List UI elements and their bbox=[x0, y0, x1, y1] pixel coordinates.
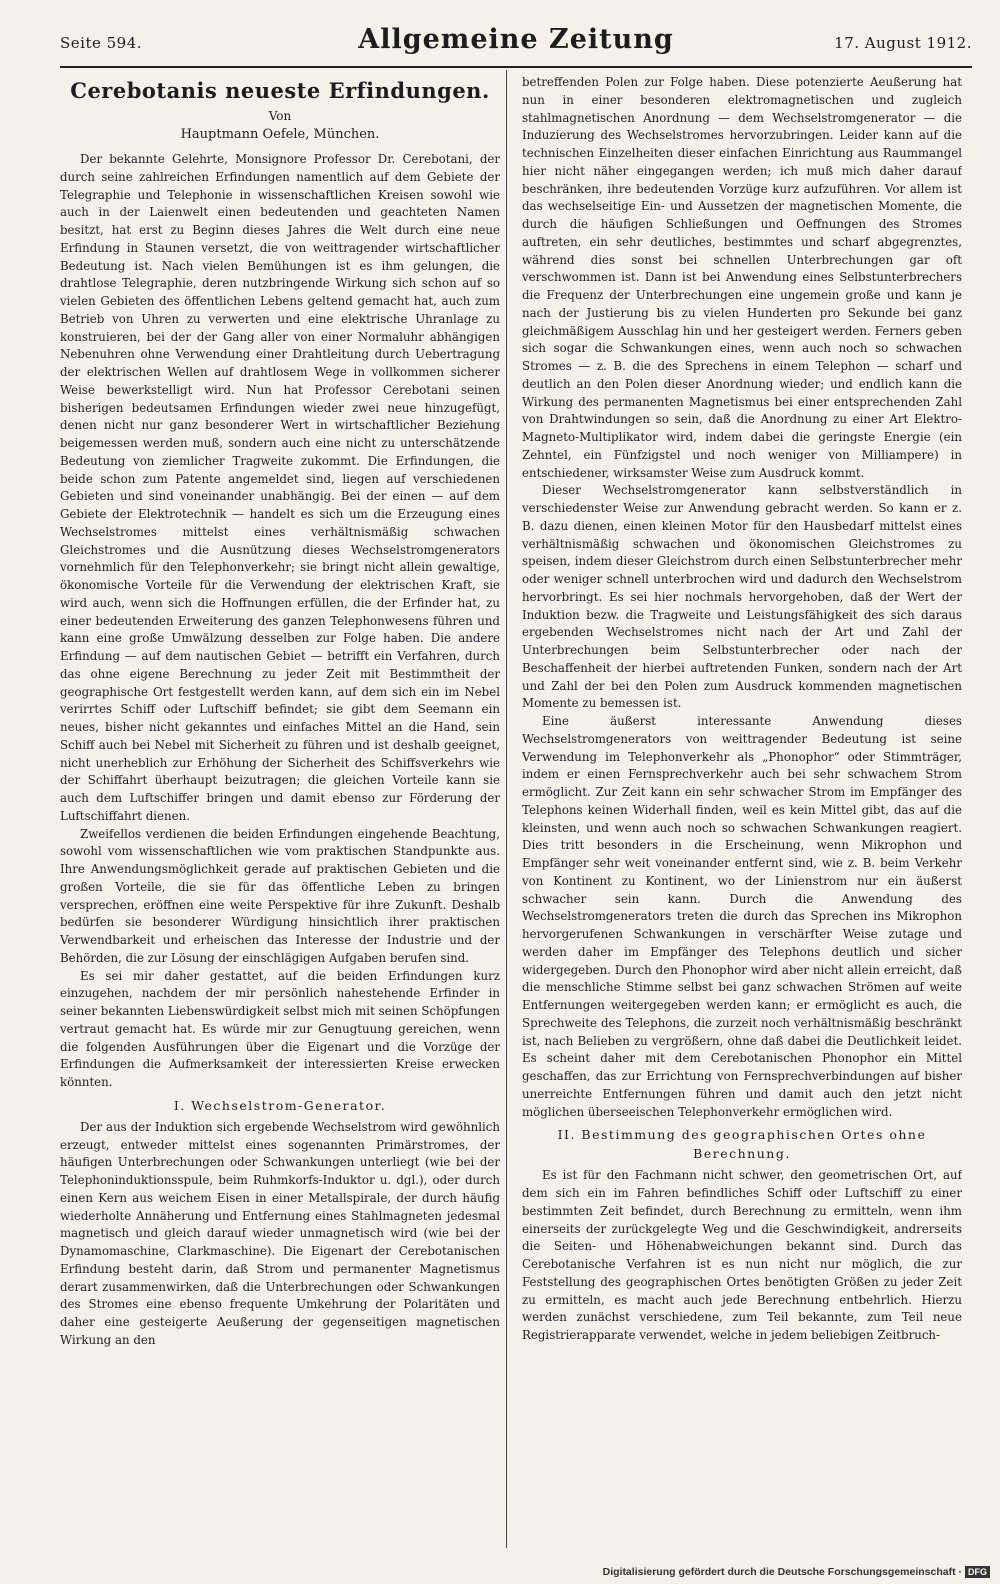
paragraph: betreffenden Polen zur Folge haben. Diese potenzierte Aeußerung hat nun in einer besonderen elektromagnetischen und zugleich stahlmagnetischen Anordnung — dem Wechselstromgenerator — die Induzierung des Wechselstromes hervorzubringen. Leider kann auf die technischen Einzelheiten dieser einfachen Einrichtung aus Raummangel hier nicht näher eingegangen werden; ich muß mich daher darauf beschränken, ihre bedeutenden Vorzüge kurz aufzuführen. Vor allem ist das wechselseitige Ein- und Aussetzen der magnetischen Momente, die durch die häufigen Schließungen und Oeffnungen des Stromes auftreten, ein sehr deutliches, bestimmtes und scharf abgegrenztes, während dies sonst bei schnellen Unterbrechungen gar oft verschwommen ist. Dann ist bei Anwendung eines Selbstunterbrechers die Frequenz der Unterbrechungen eine ungemein große und kann je nach der Justierung bis zu vielen Hunderten pro Sekunde bei ganz gleichmäßigem Ausschlag hin und her gesteigert werden. Ferners geben sich sogar die Schwankungen eines, wenn auch noch so schwachen Stromes — z. B. die des Sprechens in einem Telephon — scharf und deutlich an den Polen dieser Anordnung wieder; und endlich kann die Wirkung des permanenten Magnetismus bei einer entsprechenden Zahl von Drahtwindungen so sein, daß die Anordnung zu einer Art Elektro-Magneto-Multiplikator wird, indem dabei die geringste Energie (ein Zehntel, ein Fünfzigstel und noch weniger von Milliampere) in entschiedener, wirksamster Weise zum Ausdruck kommt. bbox=[522, 75, 962, 480]
right-column bbox=[522, 74, 962, 1544]
paragraph: Es ist für den Fachmann nicht schwer, den geometrischen Ort, auf dem sich ein im Fahren befindliches Schiff oder Luftschiff zu einer bestimmten Zeit befindet, durch Berechnung zu ermitteln, wenn ihm einerseits der zurückgelegte Weg und die Geschwindigkeit, andrerseits die Seiten- und Höhenabweichungen bekannt sind. Durch das Cerebotanische Verfahren ist es nun nicht nur möglich, die zur Feststellung des geographischen Ortes benötigten Größen zu jeder Zeit zu ermitteln, es macht auch jede Berechnung entbehrlich. Hierzu werden zunächst verschiedene, zum Teil bekannte, zum Teil neue Registrierapparate verwendet, welche in jedem beliebigen Zeitbruch- bbox=[522, 1168, 962, 1342]
newspaper-title: Allgemeine Zeitung bbox=[358, 24, 674, 55]
dfg-logo: DFG bbox=[965, 1566, 990, 1578]
digitization-footer bbox=[603, 1566, 990, 1578]
article-title: Cerebotanis neueste Erfindungen. bbox=[70, 78, 490, 103]
section-heading: I. Wechselstrom-Generator. bbox=[173, 1097, 387, 1113]
left-column bbox=[60, 74, 500, 1544]
paragraph: Der bekannte Gelehrte, Monsignore Professor Dr. Cerebotani, der durch seine zahlreichen Erfindungen namentlich auf dem Gebiete der Telegraphie und Telephonie in wissenschaftlichen Kreisen sowohl wie auch in der Laienwelt einen bedeutenden und geachteten Namen besitzt, hat erst zu Beginn dieses Jahres die Welt durch eine neue Erfindung in Staunen versetzt, die von weittragender wirtschaftlicher Bedeutung ist. Nach vielen Bemühungen ist es ihm gelungen, die drahtlose Telegraphie, deren nutzbringende Wirkung sich schon auf so vielen Gebieten des öffentlichen Lebens geltend gemacht hat, auch zum Betrieb von Uhren zu verwerten und eine elektrische Uhranlage zu konstruieren, bei der der Gang aller von einer Normaluhr abhängigen Nebenuhren ohne Verwendung einer Drahtleitung durch Uebertragung der elektrischen Wellen auf drahtlosem Wege in vollkommen sicherer Weise bewerkstelligt wird. Nun hat Professor Cerebotani seinen bisherigen bedeutsamen Erfindungen wieder zwei neue hinzugefügt, denen nicht nur ganz besonderer Wert in wirtschaftlicher Beziehung beigemessen werden muß, sondern auch eine nicht zu unterschätzende Bedeutung von ziemlicher Tragweite zukommt. Die Erfindungen, die beide schon zum Patente angemeldet sind, liegen auf verschiedenen Gebieten und sind voneinander unabhängig. Bei der einen — auf dem Gebiete der Elektrotechnik — handelt es sich um die Erzeugung eines Wechselstromes mittelst eines verhältnismäßig schwachen Gleichstromes und die Ausnützung dieses Wechselstromgenerators vornehmlich für den Telephonverkehr; sie bringt nicht allein gewaltige, ökonomische Vorteile für die Verwendung der elektrischen Kraft, sie wird auch, wenn sich die Hoffnungen erfüllen, die der Erfinder hat, zu einer bedeutenden Erweiterung des ganzen Telephonwesens führen und kann eine große Umwälzung desselben zur Folge haben. Die andere Erfindung — auf dem nautischen Gebiet — betrifft ein Verfahren, durch das ohne eigene Berechnung zu jeder Zeit mit Bestimmtheit der geographische Ort festgestellt werden kann, auf dem sich ein im Nebel verirrtes Schiff oder Luftschiff befindet; sie gibt dem Seemann ein neues, bisher nicht gekanntes und einfaches Mittel an die Hand, sein Schiff auch bei Nebel mit Sicherheit zu führen und ist deshalb geeignet, nicht unerheblich zur Erhöhung der Sicherheit des Schiffsverkehrs wie der Schiffahrt überhaupt beizutragen; die gleichen Vorteile kann sie auch dem Luftschiffer bringen und damit ebenso zur Förderung der Luftschiffahrt dienen. bbox=[60, 152, 500, 823]
paragraph: Eine äußerst interessante Anwendung dieses Wechselstromgenerators von weittragender Bedeutung ist seine Verwendung im Telephonverkehr als „Phonophor“ oder Stimmträger, indem er einen Fernsprechverkehr auch bei sehr schwachem Strom ermöglicht. Zur Zeit kann ein sehr schwacher Strom im Empfänger des Telephons keinen Widerhall finden, weil es kein Mittel gibt, das auf die kleinsten, und wenn auch noch so schwachen Schwankungen reagiert. Dies tritt besonders in die Erscheinung, wenn Mikrophon und Empfänger sehr weit voneinander entfernt sind, wie z. B. beim Verkehr von Kontinent zu Kontinent, wo der Linienstrom nur ein äußerst schwacher sein kann. Durch die Anwendung des Wechselstromgenerators treten die durch das Sprechen ins Mikrophon hervorgerufenen Schwankungen in verschärfter Weise zutage und werden daher im Empfänger des Telephons deutlich und sicher widergegeben. Durch den Phonophor wird aber nicht allein erreicht, daß die menschliche Stimme selbst bei ganz schwachen Strömen auf weite Entfernungen weitergegeben werden kann; er ermöglicht es auch, die Sprechweite des Telephons, die zurzeit noch verhältnismäßig beschränkt ist, nach Belieben zu vergrößern, ohne daß dabei die Deutlichkeit leidet. Es scheint daher mit dem Cerebotanischen Phonophor ein Mittel geschaffen, das zur Errichtung von Fernsprechverbindungen auf bisher unerreichte Entfernungen führen und damit auch den jetzt nicht möglichen überseeischen Telephonverkehr ermöglichen wird. bbox=[522, 714, 962, 1119]
column-divider bbox=[506, 70, 507, 1548]
footer-text: Digitalisierung gefördert durch die Deutsche Forschungsgemeinschaft · bbox=[602, 1565, 962, 1578]
masthead bbox=[60, 24, 972, 68]
paragraph: Dieser Wechselstromgenerator kann selbstverständlich in verschiedenster Weise zur Anwendung gebracht werden. So kann er z. B. dazu dienen, einen kleinen Motor für den Hausbedarf mittelst eines verhältnismäßig schwachen und ökonomischen Gleichstromes zu speisen, indem dieser Gleichstrom durch einen Selbstunterbrecher mehr oder weniger schnell unterbrochen wird und dadurch den Wechselstrom hervorbringt. Es sei hier nochmals hervorgehoben, daß der Wert der Induktion bezw. die Tragweite und Leistungsfähigkeit des sich daraus ergebenden Wechselstromes nicht nach der Art und Zahl der Unterbrechungen beim Selbstunterbrecher oder nach der Beschaffenheit der hierbei auftretenden Funken, sondern nach der Art und Zahl der bei den Polen zum Ausdruck kommenden magnetischen Momente zu bemessen ist. bbox=[522, 483, 962, 711]
paragraph: Der aus der Induktion sich ergebende Wechselstrom wird gewöhnlich erzeugt, entweder mittelst eines sogenannten Primärstromes, der häufigen Unterbrechungen oder Schwankungen unterliegt (wie bei der Telephoninduktionsspule, beim Ruhmkorfs-Induktor u. dgl.), oder durch einen Kern aus weichem Eisen in einer Metallspirale, der durch häufig wiederholte Annäherung und Entfernung eines Stahlmagneten jedesmal magnetisch und gleich darauf wieder unmagnetisch wird (wie bei der Dynamomaschine, Clarkmaschine). Die Eigenart der Cerebotanischen Erfindung besteht darin, daß Strom und permanenter Magnetismus derart zusammenwirken, daß die Unterbrechungen oder Schwankungen des Stromes eine ebenso frequente Umkehrung der Polaritäten und daher eine gesteigerte Aeußerung der gegenseitigen magnetischen Wirkung an den bbox=[60, 1119, 500, 1347]
section-heading: II. Bestimmung des geographischen Ortes ohne Berechnung. bbox=[557, 1127, 927, 1162]
issue-date: 17. August 1912. bbox=[834, 34, 972, 52]
paragraph: Es sei mir daher gestattet, auf die beiden Erfindungen kurz einzugehen, nachdem der mir persönlich nahestehende Erfinder in seiner bekannten Liebenswürdigkeit selbst mich mit seinen Schöpfungen vertraut gemacht hat. Es würde mir zur Genugtuung gereichen, wenn die folgenden Ausführungen über die Eigenart und die Vorzüge der Erfindungen die Aufmerksamkeit der interessierten Kreise erwecken könnten. bbox=[60, 968, 500, 1089]
article-byline-von: Von bbox=[268, 109, 292, 123]
page-number: Seite 594. bbox=[60, 34, 143, 52]
article-author: Hauptmann Oefele, München. bbox=[180, 127, 380, 142]
paragraph: Zweifellos verdienen die beiden Erfindungen eingehende Beachtung, sowohl vom wissenschaftlichen wie vom praktischen Standpunkte aus. Ihre Anwendungsmöglichkeit gerade auf praktischen Gebieten und die großen Vorteile, die sie für das öffentliche Leben zu bringen versprechen, eröffnen eine weite Perspektive für ihre Zukunft. Deshalb bedürfen sie besonderer Würdigung hinsichtlich ihrer praktischen Verwendbarkeit und erheischen das Interesse der Industrie und der Behörden, die zur Lösung der einschlägigen Aufgaben berufen sind. bbox=[60, 826, 500, 965]
